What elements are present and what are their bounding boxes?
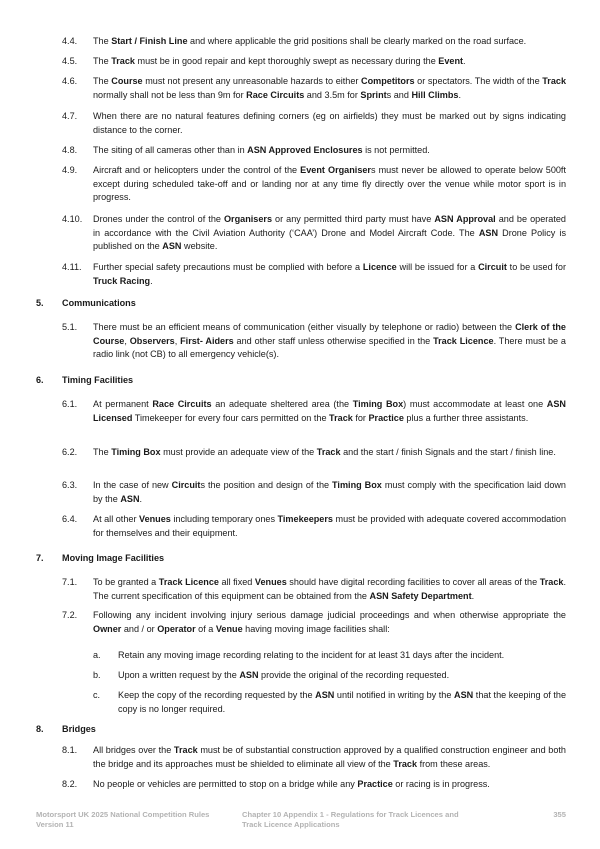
- clause-text: Further special safety precautions must be complied with before a Licence will be issued for a Circuit to be used for Truck Racing.: [93, 262, 567, 286]
- clause-text: The Track must be in good repair and kept thoroughly swept as necessary during the Event.: [93, 56, 466, 66]
- clause-number: 6.2.: [62, 447, 78, 457]
- sub-clause-text: Keep the copy of the recording requested by the ASN until notified in writing by the ASN that the keeping of the copy is no longer required.: [118, 690, 567, 714]
- sub-clause-text: Retain any moving image recording relating to the incident for at least 31 days after the incident.: [118, 650, 505, 660]
- sub-clause-text: Upon a written request by the ASN provide the original of the recording requested.: [118, 670, 450, 680]
- footer-chapter-title: Chapter 10 Appendix 1 - Regulations for Track Licences and Track Licence Applications: [242, 810, 459, 829]
- clause-number: 7.1.: [62, 577, 78, 587]
- clause-number: 4.11.: [62, 262, 82, 272]
- clause-text: All bridges over the Track must be of substantial construction approved by a qualified construction engineer and both the bridge and its approaches must be shielded to eliminate all view of the Track from these areas.: [93, 745, 566, 769]
- clause-number: 4.7.: [62, 111, 78, 121]
- clause-text: To be granted a Track Licence all fixed Venues should have digital recording facilities to cover all areas of the Track. The current specification of this equipment can be obtained from the ASN Safety Department.: [93, 577, 566, 601]
- clause-text: At permanent Race Circuits an adequate sheltered area (the Timing Box) must accommodate at least one ASN Licensed Timekeeper for every four cars permitted on the Track for Practice plus a further three assistants.: [93, 399, 566, 423]
- clause-text: In the case of new Circuits the position and design of the Timing Box must comply with the specification laid down by the ASN.: [93, 480, 566, 504]
- sub-clause-letter: c.: [93, 690, 101, 700]
- section-title: Moving Image Facilities: [62, 553, 165, 563]
- clause-number: 4.6.: [62, 76, 78, 86]
- section-number: 8.: [36, 724, 44, 734]
- clause-text: Following any incident involving injury serious damage judicial proceedings and when otherwise appropriate the Owner and / or Operator of a Venue having moving image facilities shall:: [93, 610, 566, 634]
- clause-number: 8.2.: [62, 779, 78, 789]
- clause-number: 4.8.: [62, 145, 78, 155]
- clause-number: 6.1.: [62, 399, 78, 409]
- clause-text: Drones under the control of the Organisers or any permitted third party must have ASN Approval and be operated in accordance with the Civil Aviation Authority (‘CAA’) Drone and Model Aircraft Code. The ASN Drone Policy is published on the ASN website.: [93, 214, 566, 252]
- section-number: 6.: [36, 375, 44, 385]
- clause-text: When there are no natural features defining corners (eg on airfields) they must be marked out by signs indicating distance to the corner.: [93, 111, 566, 135]
- footer-page-number: 355: [553, 810, 566, 819]
- footer-document-title: Motorsport UK 2025 National Competition Rules Version 11: [36, 810, 210, 829]
- section-number: 7.: [36, 553, 44, 563]
- clause-text: No people or vehicles are permitted to stop on a bridge while any Practice or racing is in progress.: [93, 779, 490, 789]
- clause-number: 4.4.: [62, 36, 78, 46]
- section-title: Communications: [62, 298, 136, 308]
- sub-clause-letter: a.: [93, 650, 101, 660]
- section-number: 5.: [36, 298, 44, 308]
- clause-text: Aircraft and or helicopters under the control of the Event Organisers must never be allowed to operate below 500ft except during scheduled take-off and or landing nor at any time fly directly over the venue while motor sport is in progress.: [93, 165, 566, 203]
- clause-text: At all other Venues including temporary ones Timekeepers must be provided with adequate covered accommodation for themselves and their equipment.: [93, 514, 567, 538]
- clause-text: There must be an efficient means of communication (either visually by telephone or radio) between the Clerk of the Course, Observers, First- Aiders and other staff unless otherwise specified in the Track Licence. There must be a radio link (not CB) to all emergency vehicle(s).: [93, 322, 566, 360]
- clause-number: 8.1.: [62, 745, 78, 755]
- clause-text: The siting of all cameras other than in ASN Approved Enclosures is not permitted.: [93, 145, 430, 155]
- clause-text: The Timing Box must provide an adequate view of the Track and the start / finish Signals and the start / finish line.: [93, 447, 556, 457]
- clause-number: 4.10.: [62, 214, 83, 224]
- clause-number: 5.1.: [62, 322, 78, 332]
- section-title: Bridges: [62, 724, 96, 734]
- clause-text: The Course must not present any unreasonable hazards to either Competitors or spectators. The width of the Track normally shall not be less than 9m for Race Circuits and 3.5m for Sprints and Hill Climbs.: [93, 76, 566, 100]
- sub-clause-letter: b.: [93, 670, 101, 680]
- clause-number: 4.9.: [62, 165, 78, 175]
- clause-text: The Start / Finish Line and where applicable the grid positions shall be clearly marked on the road surface.: [93, 36, 527, 46]
- section-title: Timing Facilities: [62, 375, 134, 385]
- clause-number: 6.3.: [62, 480, 78, 490]
- clause-number: 4.5.: [62, 56, 78, 66]
- clause-number: 6.4.: [62, 514, 78, 524]
- clause-number: 7.2.: [62, 610, 78, 620]
